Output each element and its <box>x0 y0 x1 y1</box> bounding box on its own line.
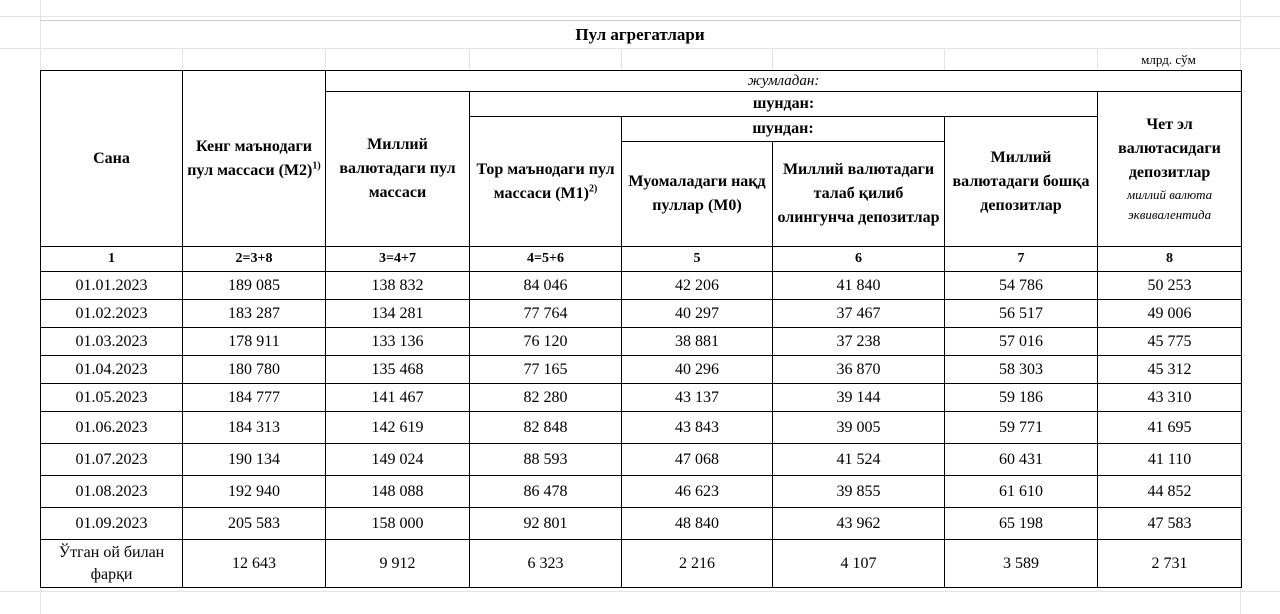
value-cell: 41 840 <box>773 272 945 300</box>
value-cell: 92 801 <box>470 508 622 540</box>
value-cell: 77 165 <box>470 356 622 384</box>
value-cell: 39 144 <box>773 384 945 412</box>
value-cell: 49 006 <box>1098 300 1242 328</box>
difference-value: 2 216 <box>622 540 773 588</box>
header-of-which-1: шундан: <box>470 92 1098 117</box>
table-row <box>41 476 1242 508</box>
header-national-money: Миллий валютадаги пул массаси <box>326 92 470 247</box>
value-cell: 84 046 <box>470 272 622 300</box>
column-number: 3=4+7 <box>326 247 470 272</box>
difference-row <box>41 540 1242 588</box>
value-cell: 190 134 <box>183 444 326 476</box>
value-cell: 183 287 <box>183 300 326 328</box>
value-cell: 158 000 <box>326 508 470 540</box>
value-cell: 44 852 <box>1098 476 1242 508</box>
value-cell: 141 467 <box>326 384 470 412</box>
column-number: 4=5+6 <box>470 247 622 272</box>
value-cell: 43 962 <box>773 508 945 540</box>
header-of-which-2: шундан: <box>622 117 945 142</box>
value-cell: 180 780 <box>183 356 326 384</box>
difference-value: 2 731 <box>1098 540 1242 588</box>
value-cell: 42 206 <box>622 272 773 300</box>
header-demand-deposits: Миллий валютадаги талаб қилиб олингунча депозитлар <box>773 142 945 247</box>
value-cell: 38 881 <box>622 328 773 356</box>
value-cell: 43 843 <box>622 412 773 444</box>
value-cell: 76 120 <box>470 328 622 356</box>
value-cell: 56 517 <box>945 300 1098 328</box>
value-cell: 46 623 <box>622 476 773 508</box>
header-date: Сана <box>41 71 183 247</box>
date-cell: 01.06.2023 <box>41 412 183 444</box>
value-cell: 41 524 <box>773 444 945 476</box>
value-cell: 36 870 <box>773 356 945 384</box>
table-row <box>41 328 1242 356</box>
value-cell: 47 583 <box>1098 508 1242 540</box>
value-cell: 142 619 <box>326 412 470 444</box>
table-row <box>41 356 1242 384</box>
value-cell: 59 771 <box>945 412 1098 444</box>
table-row <box>41 272 1242 300</box>
value-cell: 86 478 <box>470 476 622 508</box>
value-cell: 45 775 <box>1098 328 1242 356</box>
column-number: 2=3+8 <box>183 247 326 272</box>
value-cell: 54 786 <box>945 272 1098 300</box>
value-cell: 50 253 <box>1098 272 1242 300</box>
value-cell: 135 468 <box>326 356 470 384</box>
value-cell: 58 303 <box>945 356 1098 384</box>
value-cell: 178 911 <box>183 328 326 356</box>
value-cell: 134 281 <box>326 300 470 328</box>
table-row <box>41 508 1242 540</box>
value-cell: 205 583 <box>183 508 326 540</box>
value-cell: 184 313 <box>183 412 326 444</box>
value-cell: 45 312 <box>1098 356 1242 384</box>
value-cell: 47 068 <box>622 444 773 476</box>
value-cell: 40 296 <box>622 356 773 384</box>
header-including: жумладан: <box>326 71 1242 92</box>
value-cell: 39 855 <box>773 476 945 508</box>
difference-label: Ўтган ой билан фарқи <box>41 540 183 588</box>
value-cell: 57 016 <box>945 328 1098 356</box>
money-aggregates-table <box>40 70 1242 588</box>
date-cell: 01.01.2023 <box>41 272 183 300</box>
value-cell: 43 137 <box>622 384 773 412</box>
value-cell: 37 467 <box>773 300 945 328</box>
value-cell: 61 610 <box>945 476 1098 508</box>
date-cell: 01.08.2023 <box>41 476 183 508</box>
table-row <box>41 444 1242 476</box>
date-cell: 01.07.2023 <box>41 444 183 476</box>
value-cell: 59 186 <box>945 384 1098 412</box>
value-cell: 41 110 <box>1098 444 1242 476</box>
value-cell: 77 764 <box>470 300 622 328</box>
date-cell: 01.02.2023 <box>41 300 183 328</box>
difference-value: 4 107 <box>773 540 945 588</box>
difference-value: 9 912 <box>326 540 470 588</box>
column-number: 7 <box>945 247 1098 272</box>
difference-value: 3 589 <box>945 540 1098 588</box>
value-cell: 82 280 <box>470 384 622 412</box>
value-cell: 65 198 <box>945 508 1098 540</box>
value-cell: 189 085 <box>183 272 326 300</box>
column-number: 6 <box>773 247 945 272</box>
units-label: млрд. сўм <box>1141 52 1196 67</box>
value-cell: 184 777 <box>183 384 326 412</box>
header-m0: Муомаладаги нақд пуллар (М0) <box>622 142 773 247</box>
value-cell: 60 431 <box>945 444 1098 476</box>
header-m1: Тор маънодаги пул массаси $(М1)^{2)}$ <box>470 117 622 247</box>
page-title: Пул агрегатлари <box>40 20 1240 49</box>
header-other-deposits: Миллий валютадаги бошқа депозитлар <box>945 117 1098 247</box>
column-number: 8 <box>1098 247 1242 272</box>
column-number: 5 <box>622 247 773 272</box>
date-cell: 01.04.2023 <box>41 356 183 384</box>
value-cell: 138 832 <box>326 272 470 300</box>
column-number: 1 <box>41 247 183 272</box>
difference-value: 6 323 <box>470 540 622 588</box>
value-cell: 82 848 <box>470 412 622 444</box>
date-cell: 01.05.2023 <box>41 384 183 412</box>
table-row <box>41 412 1242 444</box>
value-cell: 43 310 <box>1098 384 1242 412</box>
difference-value: 12 643 <box>183 540 326 588</box>
date-cell: 01.03.2023 <box>41 328 183 356</box>
value-cell: 48 840 <box>622 508 773 540</box>
value-cell: 148 088 <box>326 476 470 508</box>
table-row <box>41 300 1242 328</box>
value-cell: 41 695 <box>1098 412 1242 444</box>
table-row <box>41 384 1242 412</box>
value-cell: 192 940 <box>183 476 326 508</box>
value-cell: 88 593 <box>470 444 622 476</box>
header-foreign-deposits: Чет эл валютасидаги депозитлар миллий валюта эквивалентида <box>1098 92 1242 247</box>
value-cell: 37 238 <box>773 328 945 356</box>
value-cell: 133 136 <box>326 328 470 356</box>
header-m2: Кенг маънодаги пул массаси $(М2)^{1)}$ <box>183 71 326 247</box>
value-cell: 40 297 <box>622 300 773 328</box>
value-cell: 39 005 <box>773 412 945 444</box>
date-cell: 01.09.2023 <box>41 508 183 540</box>
value-cell: 149 024 <box>326 444 470 476</box>
column-numbers-row <box>41 247 1242 272</box>
